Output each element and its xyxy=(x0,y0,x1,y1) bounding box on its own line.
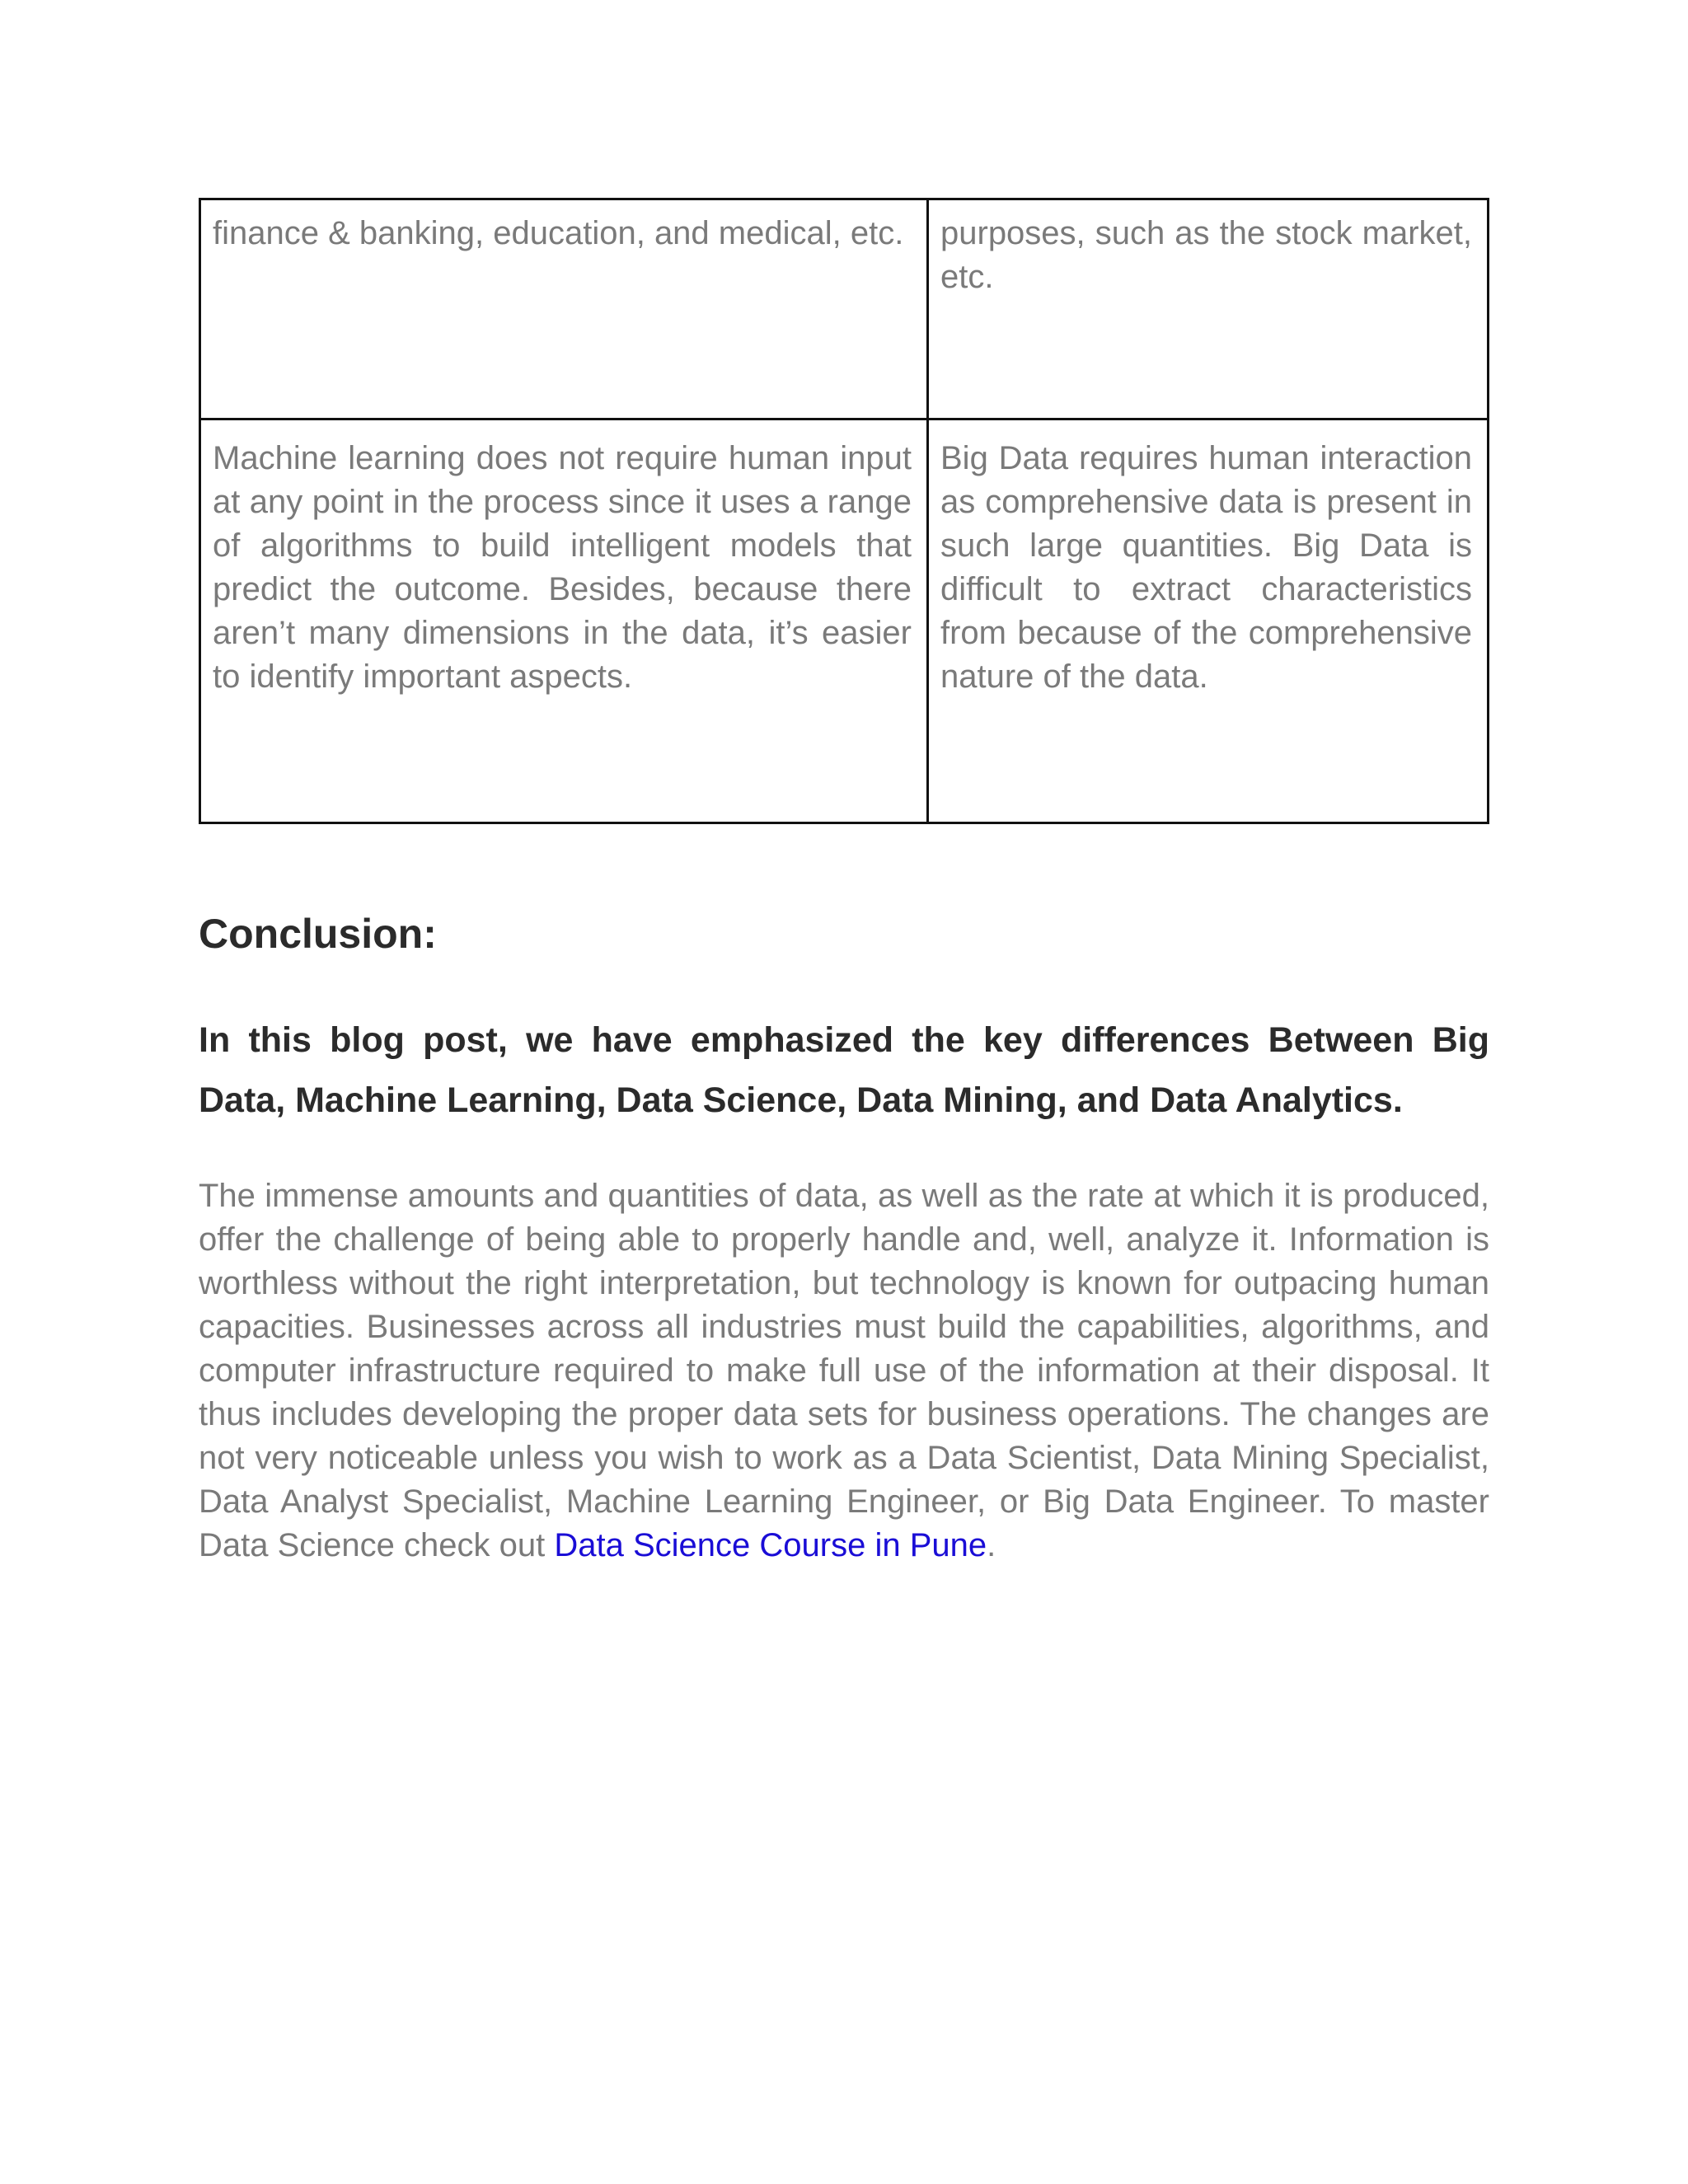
comparison-table xyxy=(199,198,1489,824)
table-row xyxy=(200,199,1489,419)
conclusion-paragraph xyxy=(199,1174,1489,1568)
table-cell-big-data: purposes, such as the stock market, etc. xyxy=(928,199,1489,419)
paragraph-end-punctuation: . xyxy=(987,1527,996,1563)
table-cell-machine-learning: Machine learning does not require human input at any point in the process since it uses a range of algorithms to build intelligent models that predict the outcome. Besides, because there aren’t many dimensions in the data, it’s easier to identify important aspects. xyxy=(200,419,928,823)
conclusion-paragraph-text: The immense amounts and quantities of data, as well as the rate at which it is produced, offer the challenge of being able to properly handle and, well, analyze it. Information is worthless without the right interpretation, but technology is known for outpacing human capacities. Businesses across all industries must build the capabilities, algorithms, and computer infrastructure required to make full use of the information at their disposal. It thus includes developing the proper data sets for business operations. The changes are not very noticeable unless you wish to work as a Data Scientist, Data Mining Specialist, Data Analyst Specialist, Machine Learning Engineer, or Big Data Engineer. To master Data Science check out xyxy=(199,1178,1489,1563)
course-link[interactable]: Data Science Course in Pune xyxy=(554,1527,987,1563)
conclusion-heading: Conclusion: xyxy=(199,911,437,957)
table-row xyxy=(200,419,1489,823)
conclusion-subheading: In this blog post, we have emphasized the key differences Between Big Data, Machine Learning, Data Science, Data Mining, and Data Analytics. xyxy=(199,1020,1489,1120)
table-cell-machine-learning: finance & banking, education, and medical, etc. xyxy=(200,199,928,419)
table-cell-big-data: Big Data requires human interaction as comprehensive data is present in such large quantities. Big Data is difficult to extract characteristics from because of the comprehensive nature of the data. xyxy=(928,419,1489,823)
